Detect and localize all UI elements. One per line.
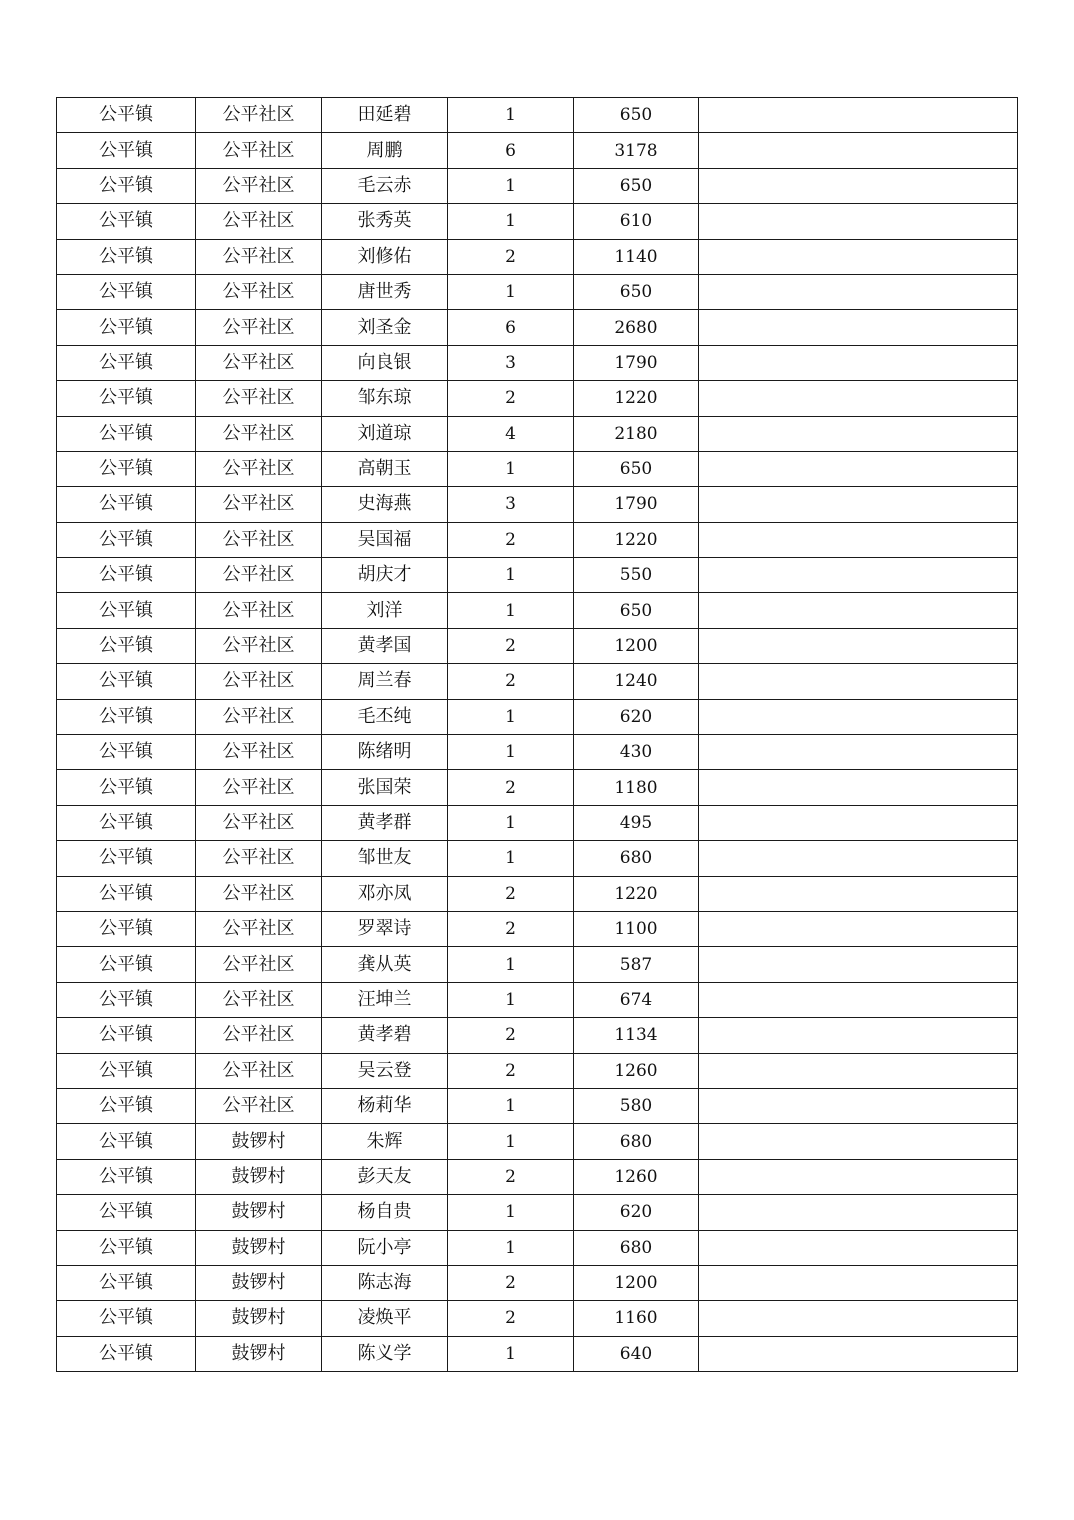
cell-name: 陈义学 xyxy=(322,1336,448,1371)
cell-town: 公平镇 xyxy=(57,1018,196,1053)
cell-community: 公平社区 xyxy=(196,204,322,239)
cell-name: 朱辉 xyxy=(322,1124,448,1159)
cell-household-count: 2 xyxy=(448,1265,574,1300)
cell-amount: 650 xyxy=(574,168,699,203)
cell-household-count: 1 xyxy=(448,98,574,133)
cell-amount: 1134 xyxy=(574,1018,699,1053)
cell-amount: 674 xyxy=(574,982,699,1017)
cell-town: 公平镇 xyxy=(57,735,196,770)
cell-name: 史海燕 xyxy=(322,487,448,522)
cell-household-count: 2 xyxy=(448,1301,574,1336)
cell-community: 公平社区 xyxy=(196,805,322,840)
cell-town: 公平镇 xyxy=(57,1124,196,1159)
cell-community: 公平社区 xyxy=(196,628,322,663)
table-row xyxy=(57,487,1018,522)
cell-household-count: 1 xyxy=(448,1230,574,1265)
cell-household-count: 1 xyxy=(448,1336,574,1371)
cell-name: 毛丕纯 xyxy=(322,699,448,734)
cell-note xyxy=(699,1088,1018,1123)
cell-name: 张秀英 xyxy=(322,204,448,239)
cell-town: 公平镇 xyxy=(57,1088,196,1123)
cell-community: 公平社区 xyxy=(196,982,322,1017)
cell-community: 公平社区 xyxy=(196,911,322,946)
table-row xyxy=(57,1301,1018,1336)
cell-household-count: 1 xyxy=(448,204,574,239)
cell-community: 公平社区 xyxy=(196,558,322,593)
cell-note xyxy=(699,876,1018,911)
cell-community: 鼓锣村 xyxy=(196,1195,322,1230)
cell-note xyxy=(699,133,1018,168)
cell-community: 鼓锣村 xyxy=(196,1265,322,1300)
cell-amount: 1160 xyxy=(574,1301,699,1336)
cell-name: 黄孝国 xyxy=(322,628,448,663)
cell-household-count: 1 xyxy=(448,168,574,203)
table-row xyxy=(57,770,1018,805)
cell-name: 邓亦凤 xyxy=(322,876,448,911)
cell-amount: 550 xyxy=(574,558,699,593)
cell-community: 鼓锣村 xyxy=(196,1336,322,1371)
table-row xyxy=(57,1336,1018,1371)
cell-note xyxy=(699,1053,1018,1088)
cell-name: 唐世秀 xyxy=(322,274,448,309)
cell-household-count: 3 xyxy=(448,487,574,522)
cell-name: 胡庆才 xyxy=(322,558,448,593)
cell-household-count: 2 xyxy=(448,1018,574,1053)
table-row xyxy=(57,947,1018,982)
cell-town: 公平镇 xyxy=(57,1265,196,1300)
cell-town: 公平镇 xyxy=(57,1159,196,1194)
cell-community: 鼓锣村 xyxy=(196,1230,322,1265)
cell-amount: 620 xyxy=(574,699,699,734)
cell-note xyxy=(699,664,1018,699)
cell-name: 杨自贵 xyxy=(322,1195,448,1230)
cell-community: 鼓锣村 xyxy=(196,1159,322,1194)
cell-community: 公平社区 xyxy=(196,1088,322,1123)
cell-note xyxy=(699,451,1018,486)
cell-town: 公平镇 xyxy=(57,911,196,946)
cell-amount: 1200 xyxy=(574,1265,699,1300)
cell-note xyxy=(699,699,1018,734)
cell-name: 刘道琼 xyxy=(322,416,448,451)
table-row xyxy=(57,558,1018,593)
cell-household-count: 6 xyxy=(448,310,574,345)
cell-amount: 1200 xyxy=(574,628,699,663)
cell-name: 陈绪明 xyxy=(322,735,448,770)
cell-town: 公平镇 xyxy=(57,770,196,805)
cell-note xyxy=(699,1159,1018,1194)
table-row xyxy=(57,593,1018,628)
cell-household-count: 1 xyxy=(448,1124,574,1159)
cell-name: 吴云登 xyxy=(322,1053,448,1088)
cell-household-count: 2 xyxy=(448,770,574,805)
cell-note xyxy=(699,487,1018,522)
cell-community: 公平社区 xyxy=(196,416,322,451)
cell-community: 鼓锣村 xyxy=(196,1301,322,1336)
cell-amount: 1220 xyxy=(574,876,699,911)
cell-amount: 3178 xyxy=(574,133,699,168)
table-row xyxy=(57,239,1018,274)
cell-name: 向良银 xyxy=(322,345,448,380)
table-row xyxy=(57,168,1018,203)
cell-community: 公平社区 xyxy=(196,239,322,274)
cell-note xyxy=(699,239,1018,274)
cell-community: 公平社区 xyxy=(196,98,322,133)
cell-household-count: 4 xyxy=(448,416,574,451)
cell-amount: 430 xyxy=(574,735,699,770)
cell-amount: 1240 xyxy=(574,664,699,699)
cell-town: 公平镇 xyxy=(57,699,196,734)
cell-town: 公平镇 xyxy=(57,416,196,451)
cell-town: 公平镇 xyxy=(57,1301,196,1336)
cell-amount: 650 xyxy=(574,593,699,628)
cell-amount: 610 xyxy=(574,204,699,239)
cell-town: 公平镇 xyxy=(57,98,196,133)
cell-note xyxy=(699,310,1018,345)
cell-note xyxy=(699,628,1018,663)
cell-community: 公平社区 xyxy=(196,770,322,805)
cell-name: 刘圣金 xyxy=(322,310,448,345)
cell-household-count: 2 xyxy=(448,628,574,663)
cell-note xyxy=(699,1301,1018,1336)
cell-name: 杨莉华 xyxy=(322,1088,448,1123)
cell-name: 彭天友 xyxy=(322,1159,448,1194)
cell-community: 公平社区 xyxy=(196,381,322,416)
cell-household-count: 2 xyxy=(448,911,574,946)
cell-note xyxy=(699,98,1018,133)
cell-name: 陈志海 xyxy=(322,1265,448,1300)
cell-town: 公平镇 xyxy=(57,168,196,203)
cell-town: 公平镇 xyxy=(57,381,196,416)
cell-note xyxy=(699,770,1018,805)
cell-community: 公平社区 xyxy=(196,451,322,486)
cell-name: 黄孝碧 xyxy=(322,1018,448,1053)
cell-note xyxy=(699,1124,1018,1159)
cell-town: 公平镇 xyxy=(57,593,196,628)
cell-town: 公平镇 xyxy=(57,1336,196,1371)
cell-name: 毛云赤 xyxy=(322,168,448,203)
cell-name: 龚从英 xyxy=(322,947,448,982)
cell-community: 公平社区 xyxy=(196,664,322,699)
cell-amount: 495 xyxy=(574,805,699,840)
cell-name: 田延碧 xyxy=(322,98,448,133)
cell-household-count: 2 xyxy=(448,381,574,416)
cell-town: 公平镇 xyxy=(57,628,196,663)
cell-amount: 650 xyxy=(574,451,699,486)
cell-town: 公平镇 xyxy=(57,1230,196,1265)
cell-amount: 640 xyxy=(574,1336,699,1371)
cell-household-count: 1 xyxy=(448,274,574,309)
cell-town: 公平镇 xyxy=(57,239,196,274)
cell-household-count: 2 xyxy=(448,664,574,699)
cell-amount: 680 xyxy=(574,1230,699,1265)
cell-name: 高朝玉 xyxy=(322,451,448,486)
cell-community: 公平社区 xyxy=(196,841,322,876)
cell-community: 公平社区 xyxy=(196,310,322,345)
cell-note xyxy=(699,805,1018,840)
cell-town: 公平镇 xyxy=(57,841,196,876)
table-row xyxy=(57,1265,1018,1300)
cell-name: 周鹏 xyxy=(322,133,448,168)
table-row xyxy=(57,805,1018,840)
cell-note xyxy=(699,593,1018,628)
cell-name: 罗翠诗 xyxy=(322,911,448,946)
cell-town: 公平镇 xyxy=(57,204,196,239)
cell-amount: 1180 xyxy=(574,770,699,805)
cell-note xyxy=(699,274,1018,309)
cell-town: 公平镇 xyxy=(57,487,196,522)
table-row xyxy=(57,982,1018,1017)
cell-note xyxy=(699,982,1018,1017)
cell-household-count: 1 xyxy=(448,558,574,593)
cell-note xyxy=(699,1265,1018,1300)
table-row xyxy=(57,735,1018,770)
table-row xyxy=(57,416,1018,451)
cell-town: 公平镇 xyxy=(57,345,196,380)
cell-town: 公平镇 xyxy=(57,133,196,168)
cell-town: 公平镇 xyxy=(57,664,196,699)
cell-community: 公平社区 xyxy=(196,274,322,309)
cell-community: 公平社区 xyxy=(196,345,322,380)
table-row xyxy=(57,451,1018,486)
cell-note xyxy=(699,558,1018,593)
table-row xyxy=(57,381,1018,416)
cell-town: 公平镇 xyxy=(57,310,196,345)
cell-community: 公平社区 xyxy=(196,522,322,557)
cell-amount: 1260 xyxy=(574,1159,699,1194)
cell-household-count: 1 xyxy=(448,1195,574,1230)
cell-household-count: 1 xyxy=(448,593,574,628)
cell-name: 黄孝群 xyxy=(322,805,448,840)
cell-amount: 1220 xyxy=(574,522,699,557)
cell-note xyxy=(699,381,1018,416)
cell-amount: 620 xyxy=(574,1195,699,1230)
cell-name: 张国荣 xyxy=(322,770,448,805)
table-row xyxy=(57,699,1018,734)
cell-note xyxy=(699,841,1018,876)
cell-note xyxy=(699,1336,1018,1371)
cell-household-count: 1 xyxy=(448,947,574,982)
cell-household-count: 1 xyxy=(448,735,574,770)
cell-amount: 1260 xyxy=(574,1053,699,1088)
cell-amount: 1140 xyxy=(574,239,699,274)
table-row xyxy=(57,522,1018,557)
cell-community: 公平社区 xyxy=(196,876,322,911)
cell-town: 公平镇 xyxy=(57,1053,196,1088)
cell-note xyxy=(699,1018,1018,1053)
cell-household-count: 6 xyxy=(448,133,574,168)
cell-name: 吴国福 xyxy=(322,522,448,557)
table-body xyxy=(57,98,1018,1372)
data-table xyxy=(56,97,1018,1372)
table-row xyxy=(57,628,1018,663)
table-row xyxy=(57,1018,1018,1053)
cell-community: 公平社区 xyxy=(196,593,322,628)
cell-name: 阮小亭 xyxy=(322,1230,448,1265)
cell-name: 汪坤兰 xyxy=(322,982,448,1017)
table-row xyxy=(57,911,1018,946)
table-row xyxy=(57,310,1018,345)
cell-note xyxy=(699,1230,1018,1265)
cell-name: 刘修佑 xyxy=(322,239,448,274)
cell-community: 鼓锣村 xyxy=(196,1124,322,1159)
cell-amount: 1100 xyxy=(574,911,699,946)
cell-household-count: 2 xyxy=(448,239,574,274)
cell-name: 周兰春 xyxy=(322,664,448,699)
cell-community: 公平社区 xyxy=(196,168,322,203)
cell-town: 公平镇 xyxy=(57,558,196,593)
cell-household-count: 3 xyxy=(448,345,574,380)
cell-community: 公平社区 xyxy=(196,1018,322,1053)
cell-note xyxy=(699,947,1018,982)
cell-household-count: 1 xyxy=(448,805,574,840)
table-row xyxy=(57,1159,1018,1194)
cell-note xyxy=(699,168,1018,203)
cell-household-count: 2 xyxy=(448,876,574,911)
cell-household-count: 2 xyxy=(448,522,574,557)
cell-household-count: 1 xyxy=(448,699,574,734)
cell-amount: 587 xyxy=(574,947,699,982)
table-row xyxy=(57,274,1018,309)
cell-amount: 1790 xyxy=(574,487,699,522)
cell-household-count: 1 xyxy=(448,1088,574,1123)
cell-town: 公平镇 xyxy=(57,451,196,486)
table-row xyxy=(57,98,1018,133)
cell-note xyxy=(699,345,1018,380)
cell-household-count: 2 xyxy=(448,1159,574,1194)
cell-name: 邹世友 xyxy=(322,841,448,876)
cell-town: 公平镇 xyxy=(57,982,196,1017)
cell-note xyxy=(699,522,1018,557)
cell-community: 公平社区 xyxy=(196,735,322,770)
cell-town: 公平镇 xyxy=(57,274,196,309)
cell-name: 刘洋 xyxy=(322,593,448,628)
table-row xyxy=(57,876,1018,911)
cell-amount: 1790 xyxy=(574,345,699,380)
table-row xyxy=(57,1195,1018,1230)
cell-note xyxy=(699,204,1018,239)
table-row xyxy=(57,664,1018,699)
cell-name: 邹东琼 xyxy=(322,381,448,416)
table-row xyxy=(57,1053,1018,1088)
table-row xyxy=(57,1124,1018,1159)
table-row xyxy=(57,1230,1018,1265)
cell-amount: 2180 xyxy=(574,416,699,451)
cell-community: 公平社区 xyxy=(196,487,322,522)
cell-community: 公平社区 xyxy=(196,947,322,982)
cell-community: 公平社区 xyxy=(196,699,322,734)
cell-amount: 2680 xyxy=(574,310,699,345)
cell-amount: 680 xyxy=(574,841,699,876)
cell-name: 凌焕平 xyxy=(322,1301,448,1336)
cell-note xyxy=(699,1195,1018,1230)
cell-community: 公平社区 xyxy=(196,1053,322,1088)
cell-note xyxy=(699,416,1018,451)
cell-household-count: 2 xyxy=(448,1053,574,1088)
cell-note xyxy=(699,735,1018,770)
cell-note xyxy=(699,911,1018,946)
table-row xyxy=(57,204,1018,239)
cell-town: 公平镇 xyxy=(57,876,196,911)
cell-town: 公平镇 xyxy=(57,947,196,982)
cell-town: 公平镇 xyxy=(57,1195,196,1230)
table-row xyxy=(57,841,1018,876)
table-row xyxy=(57,133,1018,168)
cell-household-count: 1 xyxy=(448,982,574,1017)
cell-household-count: 1 xyxy=(448,841,574,876)
cell-amount: 680 xyxy=(574,1124,699,1159)
table-row xyxy=(57,345,1018,380)
cell-amount: 650 xyxy=(574,98,699,133)
cell-amount: 1220 xyxy=(574,381,699,416)
cell-amount: 650 xyxy=(574,274,699,309)
cell-community: 公平社区 xyxy=(196,133,322,168)
cell-town: 公平镇 xyxy=(57,522,196,557)
cell-household-count: 1 xyxy=(448,451,574,486)
cell-amount: 580 xyxy=(574,1088,699,1123)
table-row xyxy=(57,1088,1018,1123)
cell-town: 公平镇 xyxy=(57,805,196,840)
